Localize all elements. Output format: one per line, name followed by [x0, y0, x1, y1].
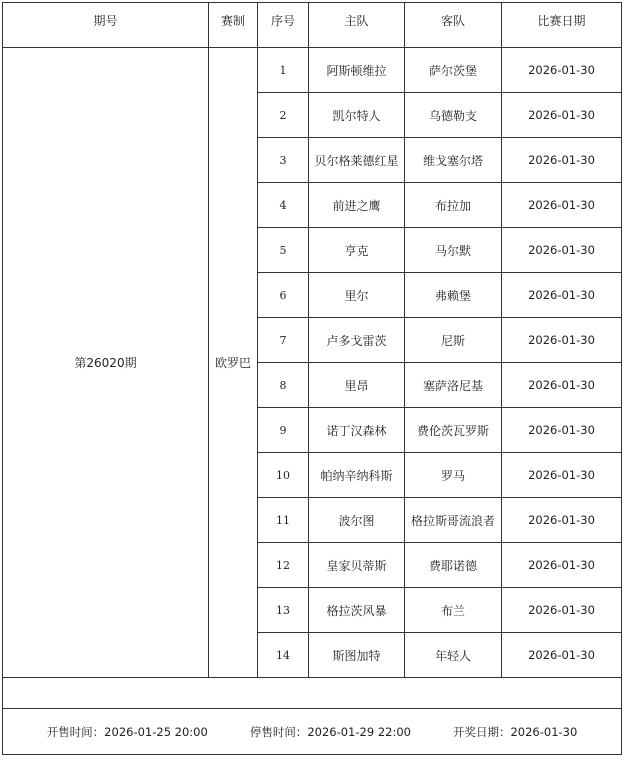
schedule-table: [2, 2, 622, 755]
match-date-cell: 2026-01-30: [502, 273, 622, 318]
match-date-cell: 2026-01-30: [502, 318, 622, 363]
home-team-cell: 帕纳辛纳科斯: [309, 453, 405, 498]
home-team-cell: 里尔: [309, 273, 405, 318]
seq-cell: 10: [258, 453, 309, 498]
match-date-cell: 2026-01-30: [502, 588, 622, 633]
match-date-cell: 2026-01-30: [502, 408, 622, 453]
seq-cell: 2: [258, 93, 309, 138]
away-team-cell: 罗马: [405, 453, 502, 498]
footer-cell: [3, 709, 622, 755]
away-team-cell: 布拉加: [405, 183, 502, 228]
seq-cell: 14: [258, 633, 309, 678]
match-date-cell: 2026-01-30: [502, 48, 622, 93]
home-team-cell: 诺丁汉森林: [309, 408, 405, 453]
away-team-cell: 乌德勒支: [405, 93, 502, 138]
seq-cell: 8: [258, 363, 309, 408]
match-date-cell: 2026-01-30: [502, 498, 622, 543]
home-team-cell: 贝尔格莱德红星: [309, 138, 405, 183]
seq-cell: 9: [258, 408, 309, 453]
match-date-cell: 2026-01-30: [502, 183, 622, 228]
sale-start-time: 开售时间：2026-01-25 20:00: [46, 724, 208, 739]
away-team-cell: 费伦茨瓦罗斯: [405, 408, 502, 453]
away-team-cell: 布兰: [405, 588, 502, 633]
footer-row: [3, 709, 622, 755]
home-team-cell: 阿斯顿维拉: [309, 48, 405, 93]
away-team-cell: 马尔默: [405, 228, 502, 273]
home-team-cell: 波尔图: [309, 498, 405, 543]
header-seq: 序号: [258, 3, 309, 48]
sale-info: [3, 724, 621, 740]
home-team-cell: 格拉茨风暴: [309, 588, 405, 633]
home-team-cell: 里昂: [309, 363, 405, 408]
home-team-cell: 斯图加特: [309, 633, 405, 678]
table-row: [3, 48, 622, 93]
seq-cell: 7: [258, 318, 309, 363]
home-team-cell: 凯尔特人: [309, 93, 405, 138]
format-cell: 欧罗巴: [209, 48, 258, 678]
match-date-cell: 2026-01-30: [502, 453, 622, 498]
issue-cell: 第26020期: [3, 48, 209, 678]
match-date-cell: 2026-01-30: [502, 228, 622, 273]
home-team-cell: 亨克: [309, 228, 405, 273]
away-team-cell: 格拉斯哥流浪者: [405, 498, 502, 543]
away-team-cell: 维戈塞尔塔: [405, 138, 502, 183]
away-team-cell: 费耶诺德: [405, 543, 502, 588]
home-team-cell: 皇家贝蒂斯: [309, 543, 405, 588]
away-team-cell: 尼斯: [405, 318, 502, 363]
header-format: 赛制: [209, 3, 258, 48]
header-row: [3, 3, 622, 48]
seq-cell: 3: [258, 138, 309, 183]
match-date-cell: 2026-01-30: [502, 363, 622, 408]
seq-cell: 13: [258, 588, 309, 633]
spacer-cell: [3, 678, 622, 709]
header-issue: 期号: [3, 3, 209, 48]
away-team-cell: 塞萨洛尼基: [405, 363, 502, 408]
seq-cell: 12: [258, 543, 309, 588]
seq-cell: 1: [258, 48, 309, 93]
seq-cell: 5: [258, 228, 309, 273]
spacer-row: [3, 678, 622, 709]
seq-cell: 6: [258, 273, 309, 318]
seq-cell: 11: [258, 498, 309, 543]
match-date-cell: 2026-01-30: [502, 138, 622, 183]
sale-stop-time: 停售时间：2026-01-29 22:00: [249, 724, 411, 739]
away-team-cell: 弗赖堡: [405, 273, 502, 318]
header-home: 主队: [309, 3, 405, 48]
header-away: 客队: [405, 3, 502, 48]
match-date-cell: 2026-01-30: [502, 93, 622, 138]
header-date: 比赛日期: [502, 3, 622, 48]
away-team-cell: 萨尔茨堡: [405, 48, 502, 93]
home-team-cell: 卢多戈雷茨: [309, 318, 405, 363]
match-date-cell: 2026-01-30: [502, 633, 622, 678]
seq-cell: 4: [258, 183, 309, 228]
home-team-cell: 前进之鹰: [309, 183, 405, 228]
away-team-cell: 年轻人: [405, 633, 502, 678]
draw-date: 开奖日期：2026-01-30: [452, 724, 578, 739]
match-date-cell: 2026-01-30: [502, 543, 622, 588]
